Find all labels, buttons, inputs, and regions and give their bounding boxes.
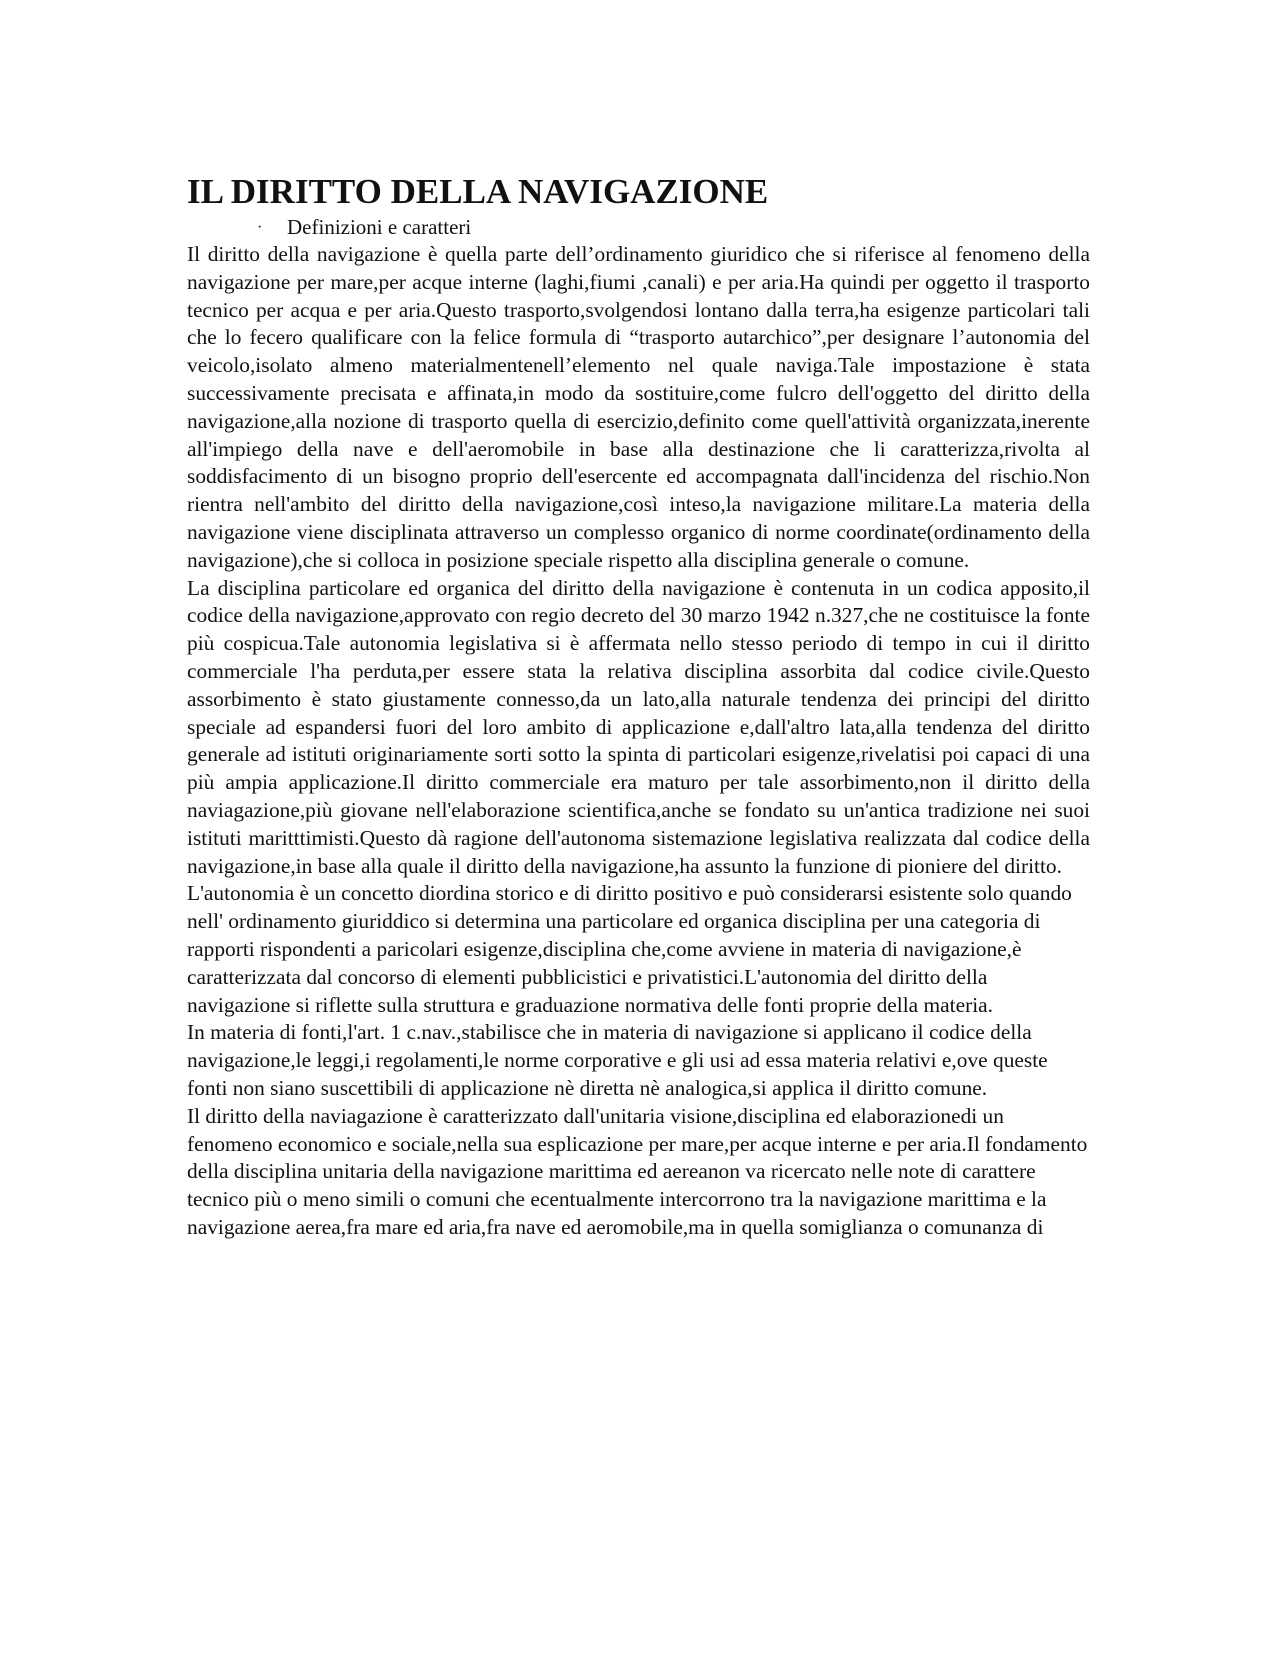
document-body bbox=[187, 170, 1090, 1242]
bullet-icon: · bbox=[257, 219, 263, 236]
paragraph-3: L'autonomia è un concetto diordina storico e di diritto positivo e può considerarsi esistente solo quando nell' ordinamento giuriddico si determina una particolare ed organica disciplina per una categoria di rapporti rispondenti a paricolari esigenze,disciplina che,come avviene in materia di navigazione,è caratterizzata dal concorso di elementi pubblicistici e privatistici.L'autonomia del diritto della navigazione si riflette sulla struttura e graduazione normativa delle fonti proprie della materia. bbox=[187, 881, 1072, 1017]
paragraph-2: La disciplina particolare ed organica del diritto della navigazione è contenuta in un codica apposito,il codice della navigazione,approvato con regio decreto del 30 marzo 1942 n.327,che ne costituisce la fonte più cospicua.Tale autonomia legislativa si è affermata nello stesso periodo di tempo in cui il diritto commerciale l'ha perduta,per essere stata la relativa disciplina assorbita dal codice civile.Questo assorbimento è stato giustamente connesso,da un lato,alla naturale tendenza dei principi del diritto speciale ad espandersi fuori del loro ambito di applicazione e,dall'altro lata,alla tendenza del diritto generale ad istituti originariamente sorti sotto la spinta di particolari esigenze,rivelatisi poi capaci di una più ampia applicazione.Il diritto commerciale era maturo per tale assorbimento,non il diritto della naviagazione,più giovane nell'elaborazione scientifica,anche se fondato su un'antica tradizione nei suoi istituti maritttimisti.Questo dà ragione dell'autonoma sistemazione legislativa realizzata dal codice della navigazione,in base alla quale il diritto della navigazione,ha assunto la funzione di pioniere del diritto. bbox=[187, 575, 1090, 878]
paragraph-1: Il diritto della navigazione è quella parte dell’ordinamento giuridico che si riferisce al fenomeno della navigazione per mare,per acque interne (laghi,fiumi ,canali) e per aria.Ha quindi per oggetto il trasporto tecnico per acqua e per aria.Questo trasporto,svolgendosi lontano dalla terra,ha esigenze particolari tali che lo fecero qualificare con la felice formula di “trasporto autarchico”,per designare l’autonomia del veicolo,isolato almeno materialmentenell’elemento nel quale naviga.Tale impostazione è stata successivamente precisata e affinata,in modo da sostituire,come fulcro dell'oggetto del diritto della navigazione,alla nozione di trasporto quella di esercizio,definito come quell'attività organizzata,inerente all'impiego della nave e dell'aeromobile in base alla destinazione che li caratterizza,rivolta al soddisfacimento di un bisogno proprio dell'esercente ed accompagnata dall'incidenza del rischio.Non rientra nell'ambito del diritto della navigazione,così inteso,la navigazione militare.La materia della navigazione viene disciplinata attraverso un complesso organico di norme coordinate(ordinamento della navigazione),che si colloca in posizione speciale rispetto alla disciplina generale o comune. bbox=[187, 242, 1090, 572]
subheading: Definizioni e caratteri bbox=[287, 215, 472, 239]
paragraph-5: Il diritto della naviagazione è caratterizzato dall'unitaria visione,disciplina ed elaborazionedi un fenomeno economico e sociale,nella sua esplicazione per mare,per acque interne e per aria.Il fondamento della disciplina unitaria della navigazione marittima ed aereanon va ricercato nelle note di carattere tecnico più o meno simili o comuni che ecentualmente intercorrono tra la navigazione marittima e la navigazione aerea,fra mare ed aria,fra nave ed aeromobile,ma in quella somiglianza o comunanza di bbox=[187, 1103, 1088, 1239]
bullet-item bbox=[187, 214, 1090, 241]
document-title: IL DIRITTO DELLA NAVIGAZIONE bbox=[187, 172, 769, 211]
paragraph-4: In materia di fonti,l'art. 1 c.nav.,stabilisce che in materia di navigazione si applicano il codice della navigazione,le leggi,i regolamenti,le norme corporative e gli usi ad essa materia relativi e,ove queste fonti non siano suscettibili di applicazione nè diretta nè analogica,si applica il diritto comune. bbox=[187, 1020, 1048, 1100]
